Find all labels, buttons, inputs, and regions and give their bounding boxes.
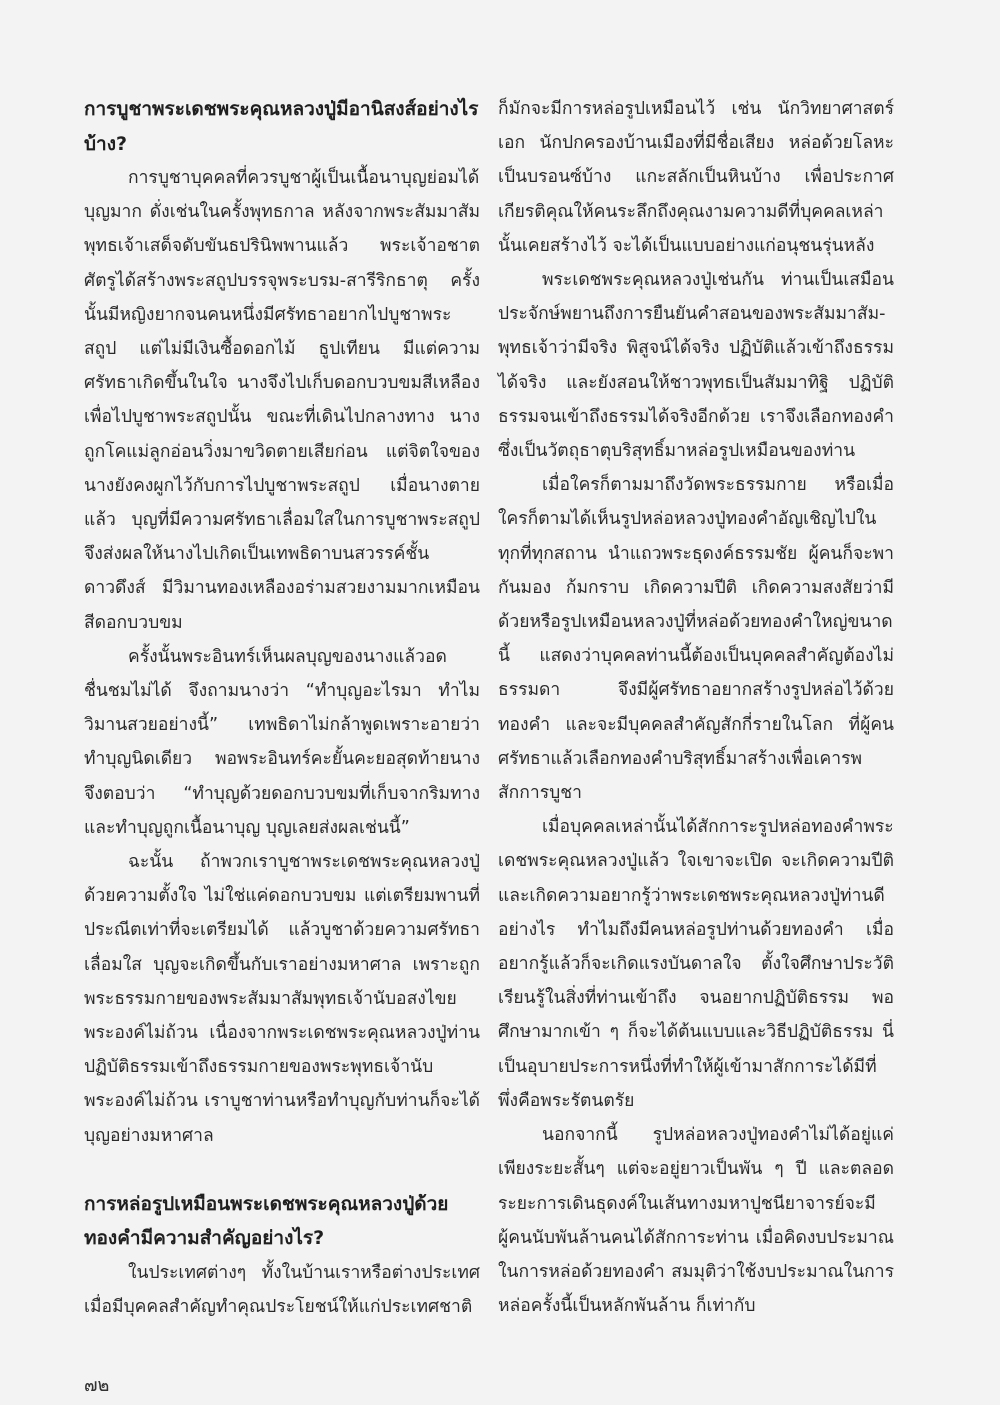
paragraph: การบูชาบุคคลที่ควรบูชาผู้เป็นเนื้อนาบุญย่อมได้บุญมาก ดั่งเช่นในครั้งพุทธกาล หลังจากพระสัมมาสัมพุทธเจ้าเสด็จดับขันธปรินิพพานแล้ว พระเจ้าอชาตศัตรูได้สร้างพระสถูปบรรจุพระบรม-สารีริกธาตุ ครั้งนั้นมีหญิงยากจนคนหนึ่งมีศรัทธาอยากไปบูชาพระสถูป แต่ไม่มีเงินซื้อดอกไม้ ธูปเทียน มีแต่ความศรัทธาเกิดขึ้นในใจ นางจึงไปเก็บดอกบวบขมสีเหลืองเพื่อไปบูชาพระสถูปนั้น ขณะที่เดินไปกลางทาง นางถูกโคแม่ลูกอ่อนวิ่งมาขวิดตายเสียก่อน แต่จิตใจของนางยังคงผูกไว้กับการไปบูชาพระสถูป เมื่อนางตายแล้ว บุญที่มีความศรัทธาเลื่อมใสในการบูชาพระสถูปจึงส่งผลให้นางไปเกิดเป็นเทพธิดาบนสวรรค์ชั้นดาวดึงส์ มีวิมานทองเหลืองอร่ามสวยงามมากเหมือนสีดอกบวบขม [84, 168, 480, 633]
section-spacer [84, 1153, 480, 1187]
paragraph: เมื่อใครก็ตามมาถึงวัดพระธรรมกาย หรือเมื่อใครก็ตามได้เห็นรูปหล่อหลวงปู่ทองคำอัญเชิญไปในทุกที่ทุกสถาน นำแถวพระธุดงค์ธรรมชัย ผู้คนก็จะพากันมอง ก้มกราบ เกิดความปีติ เกิดความสงสัยว่ามีด้วยหรือรูปเหมือนหลวงปู่ที่หล่อด้วยทองคำใหญ่ขนาดนี้ แสดงว่าบุคคลท่านนี้ต้องเป็นบุคคลสำคัญต้องไม่ธรรมดา จึงมีผู้ศรัทธาอยากสร้างรูปหล่อไว้ด้วยทองคำ และจะมีบุคคลสำคัญสักกี่รายในโลก ที่ผู้คนศรัทธาแล้วเลือกทองคำบริสุทธิ์มาสร้างเพื่อเคารพสักการบูชา [498, 475, 894, 804]
paragraph: ฉะนั้น ถ้าพวกเราบูชาพระเดชพระคุณหลวงปู่ด้วยความตั้งใจ ไม่ใช่แค่ดอกบวบขม แต่เตรียมพานที่ประณีตเท่าที่จะเตรียมได้ แล้วบูชาด้วยความศรัทธาเลื่อมใส บุญจะเกิดขึ้นกับเราอย่างมหาศาล เพราะถูกพระธรรมกายของพระสัมมาสัมพุทธเจ้านับอสงไขยพระองค์ไม่ถ้วน เนื่องจากพระเดชพระคุณหลวงปู่ท่านปฏิบัติธรรมเข้าถึงธรรมกายของพระพุทธเจ้านับพระองค์ไม่ถ้วน เราบูชาท่านหรือทำบุญกับท่านก็จะได้บุญอย่างมหาศาล [84, 852, 480, 1146]
left-column [84, 92, 480, 1324]
section-heading-merit-of-worship: การบูชาพระเดชพระคุณหลวงปู่มีอานิสงส์อย่างไรบ้าง? [84, 98, 479, 155]
paragraph: พระเดชพระคุณหลวงปู่เช่นกัน ท่านเป็นเสมือนประจักษ์พยานถึงการยืนยันคำสอนของพระสัมมาสัม-พุทธเจ้าว่ามีจริง พิสูจน์ได้จริง ปฏิบัติแล้วเข้าถึงธรรมได้จริง และยังสอนให้ชาวพุทธเป็นสัมมาทิฐิ ปฏิบัติธรรมจนเข้าถึงธรรมได้จริงอีกด้วย เราจึงเลือกทองคำซึ่งเป็นวัตถุธาตุบริสุทธิ์มาหล่อรูปเหมือนของท่าน [498, 270, 894, 462]
paragraph: เมื่อบุคคลเหล่านั้นได้สักการะรูปหล่อทองคำพระเดชพระคุณหลวงปู่แล้ว ใจเขาจะเปิด จะเกิดความปีติ และเกิดความอยากรู้ว่าพระเดชพระคุณหลวงปู่ท่านดีอย่างไร ทำไมถึงมีคนหล่อรูปท่านด้วยทองคำ เมื่ออยากรู้แล้วก็จะเกิดแรงบันดาลใจ ตั้งใจศึกษาประวัติ เรียนรู้ในสิ่งที่ท่านเข้าถึง จนอยากปฏิบัติธรรม พอศึกษามากเข้า ๆ ก็จะได้ต้นแบบและวิธีปฏิบัติธรรม นี่เป็นอุบายประการหนึ่งที่ทำให้ผู้เข้ามาสักการะได้มีที่พึ่งคือพระรัตนตรัย [498, 817, 894, 1111]
paragraph: นอกจากนี้ รูปหล่อหลวงปู่ทองคำไม่ได้อยู่แค่เพียงระยะสั้นๆ แต่จะอยู่ยาวเป็นพัน ๆ ปี และตลอดระยะการเดินธุดงค์ในเส้นทางมหาปูชนียาจารย์จะมีผู้คนนับพันล้านคนได้สักการะท่าน เมื่อคิดงบประมาณในการหล่อด้วยทองคำ สมมุติว่าใช้งบประมาณในการหล่อครั้งนี้เป็นหลักพันล้าน ก็เท่ากับ [498, 1125, 894, 1317]
paragraph: ก็มักจะมีการหล่อรูปเหมือนไว้ เช่น นักวิทยาศาสตร์เอก นักปกครองบ้านเมืองที่มีชื่อเสียง หล่อด้วยโลหะเป็นบรอนซ์บ้าง แกะสลักเป็นหินบ้าง เพื่อประกาศเกียรติคุณให้คนระลึกถึงคุณงามความดีที่บุคคลเหล่านั้นเคยสร้างไว้ จะได้เป็นแบบอย่างแก่อนุชนรุ่นหลัง [498, 99, 894, 256]
paragraph: ในประเทศต่างๆ ทั้งในบ้านเราหรือต่างประเทศ เมื่อมีบุคคลสำคัญทำคุณประโยชน์ให้แก่ประเทศชาติ [84, 1262, 480, 1318]
right-column [498, 92, 894, 1323]
paragraph: ครั้งนั้นพระอินทร์เห็นผลบุญของนางแล้วอดชื่นชมไม่ได้ จึงถามนางว่า “ทำบุญอะไรมา ทำไมวิมานสวยอย่างนี้” เทพธิดาไม่กล้าพูดเพราะอายว่าทำบุญนิดเดียว พอพระอินทร์คะยั้นคะยอสุดท้ายนางจึงตอบว่า “ทำบุญด้วยดอกบวบขมที่เก็บจากริมทางและทำบุญถูกเนื้อนาบุญ บุญเลยส่งผลเช่นนี้” [84, 646, 480, 838]
section-heading-gold-statue-importance: การหล่อรูปเหมือนพระเดชพระคุณหลวงปู่ด้วยทองคำมีความสำคัญอย่างไร? [84, 1192, 449, 1250]
page-number: ๗๒ [84, 1375, 110, 1396]
